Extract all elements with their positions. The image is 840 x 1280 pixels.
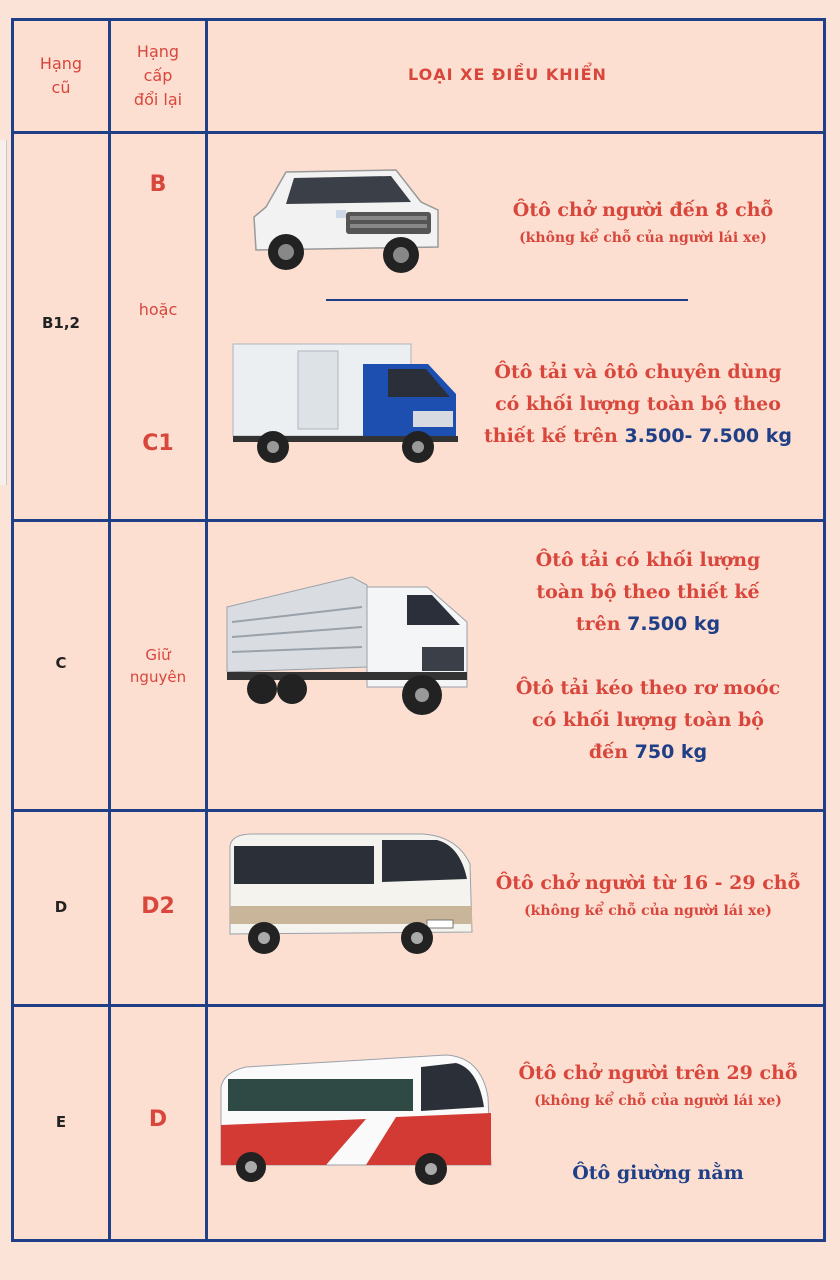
- desc-truck-over-7500: [483, 544, 813, 640]
- old-class-label: D: [54, 898, 68, 916]
- desc-heavy-weight: 7.500 kg: [627, 613, 721, 635]
- new-class-c1: C1: [142, 431, 174, 456]
- header-new-class: Hạng cấp đổi lại: [133, 42, 183, 109]
- header-new-class-cell: [110, 20, 207, 133]
- desc-car-note: (không kể chỗ của người lái xe): [519, 230, 767, 246]
- old-class-label: B1,2: [41, 314, 80, 332]
- desc-trailer-weight: 750 kg: [634, 741, 708, 763]
- vehicle-type-cell: [207, 811, 825, 1006]
- desc-sleeper-bus: [493, 1157, 823, 1189]
- desc-trailer-line3: đến: [588, 741, 635, 763]
- table-header-row: [13, 20, 825, 133]
- or-label: hoặc: [138, 300, 178, 319]
- new-class-cell: [110, 521, 207, 811]
- desc-trailer-750: [483, 672, 813, 768]
- desc-truck-3500-7500: [458, 356, 818, 452]
- old-class-label: E: [55, 1113, 67, 1131]
- desc-car-title: Ôtô chở người đến 8 chỗ: [512, 199, 774, 221]
- divider-line: [326, 299, 688, 301]
- desc-trailer-line1: Ôtô tải kéo theo rơ moóc: [515, 677, 781, 699]
- desc-truck-line3: thiết kế trên: [483, 425, 625, 447]
- new-class-d: D: [148, 1107, 168, 1132]
- cargo-truck-image: [222, 567, 477, 727]
- old-class-cell: [13, 811, 110, 1006]
- desc-sleeper-title: Ôtô giường nằm: [572, 1162, 744, 1184]
- desc-truck-line2: có khối lượng toàn bộ theo: [495, 393, 781, 415]
- desc-car-8-seats: [478, 194, 808, 250]
- desc-bus-title: Ôtô chở người từ 16 - 29 chỗ: [495, 872, 801, 894]
- header-vehicle-type-cell: [207, 20, 825, 133]
- old-class-label: C: [55, 654, 67, 672]
- desc-trailer-line2: có khối lượng toàn bộ: [532, 709, 764, 731]
- license-class-table: [11, 18, 826, 1242]
- desc-bus-note: (không kể chỗ của người lái xe): [524, 903, 772, 919]
- desc-truck-weight: 3.500- 7.500 kg: [624, 425, 793, 447]
- header-old-class-cell: [13, 20, 110, 133]
- old-class-cell: [13, 521, 110, 811]
- new-class-cell: [110, 811, 207, 1006]
- header-old-class: Hạng cũ: [39, 54, 83, 97]
- vehicle-type-cell: [207, 1006, 825, 1241]
- new-class-b: B: [149, 172, 167, 197]
- new-class-cell: [110, 1006, 207, 1241]
- suv-image: [246, 152, 446, 277]
- desc-bus-16-29: [478, 867, 818, 923]
- desc-heavy-line2: toàn bộ theo thiết kế: [536, 581, 760, 603]
- table-row-d: [13, 811, 825, 1006]
- new-class-d2: D2: [141, 894, 175, 919]
- desc-truck-line1: Ôtô tải và ôtô chuyên dùng: [494, 361, 782, 383]
- desc-coach-note: (không kể chỗ của người lái xe): [534, 1093, 782, 1109]
- desc-heavy-line3: trên: [575, 613, 628, 635]
- table-row-e: [13, 1006, 825, 1241]
- vehicle-type-cell: [207, 133, 825, 521]
- coach-bus-image: [216, 1047, 496, 1192]
- desc-heavy-line1: Ôtô tải có khối lượng: [535, 549, 761, 571]
- page-edge: [0, 140, 7, 485]
- desc-coach-title: Ôtô chở người trên 29 chỗ: [518, 1062, 798, 1084]
- vehicle-type-cell: [207, 521, 825, 811]
- new-class-keep: Giữ nguyên: [129, 646, 187, 686]
- header-vehicle-type: LOẠI XE ĐIỀU KHIỂN: [408, 65, 607, 84]
- desc-coach-over-29: [493, 1057, 823, 1113]
- table-row-c: [13, 521, 825, 811]
- old-class-cell: [13, 133, 110, 521]
- minibus-image: [222, 824, 477, 959]
- box-truck-image: [228, 339, 463, 469]
- new-class-cell: [110, 133, 207, 521]
- old-class-cell: [13, 1006, 110, 1241]
- table-row-b12: [13, 133, 825, 521]
